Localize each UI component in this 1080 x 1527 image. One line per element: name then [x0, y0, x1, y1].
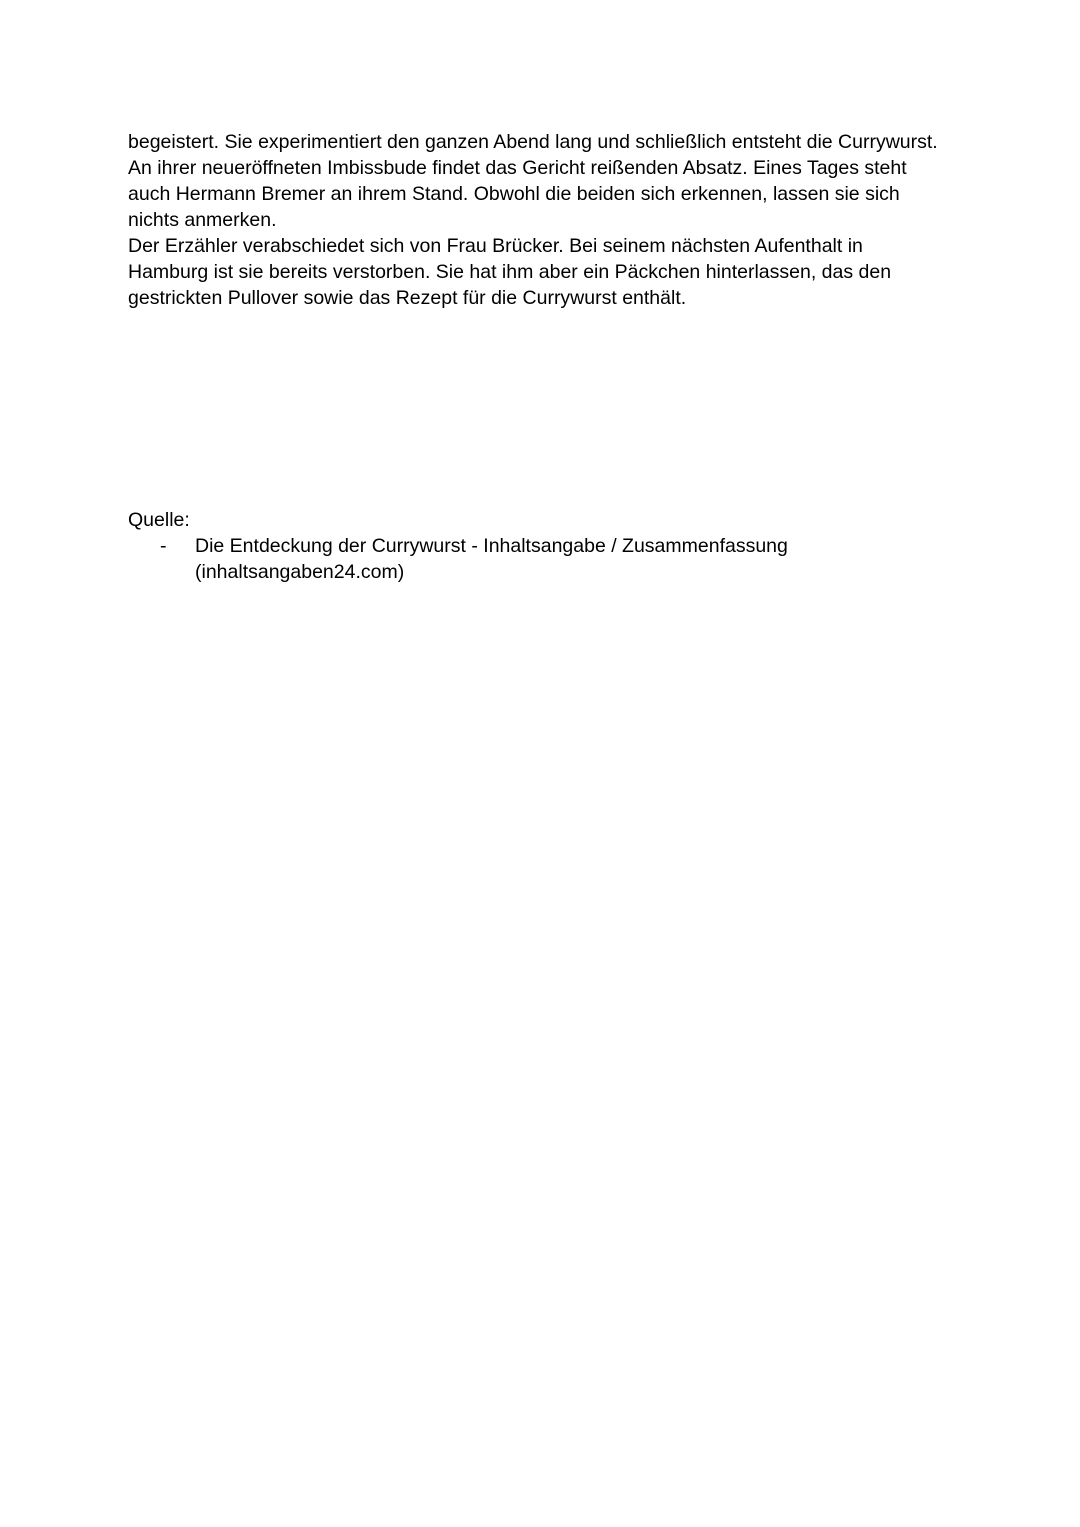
source-section: [128, 507, 946, 585]
summary-paragraph-1: begeistert. Sie experimentiert den ganzen Abend lang und schließlich entsteht die Currywurst. An ihrer neueröffneten Imbissbude findet das Gericht reißenden Absatz. Eines Tages steht auch Hermann Bremer an ihrem Stand. Obwohl die beiden sich erkennen, lassen sie sich nichts anmerken.: [128, 131, 938, 231]
source-label: Quelle:: [128, 509, 190, 531]
page-content: [128, 129, 946, 585]
source-list: [128, 533, 946, 585]
source-list-item: [128, 533, 946, 585]
list-bullet-dash: -: [160, 535, 167, 557]
summary-paragraph-2: Der Erzähler verabschiedet sich von Frau Brücker. Bei seinem nächsten Aufenthalt in Hamburg ist sie bereits verstorben. Sie hat ihm aber ein Päckchen hinterlassen, das den gestrickten Pullover sowie das Rezept für die Currywurst enthält.: [128, 235, 892, 309]
source-item-text: Die Entdeckung der Currywurst - Inhaltsangabe / Zusammenfassung (inhaltsangaben24.com): [195, 535, 788, 583]
